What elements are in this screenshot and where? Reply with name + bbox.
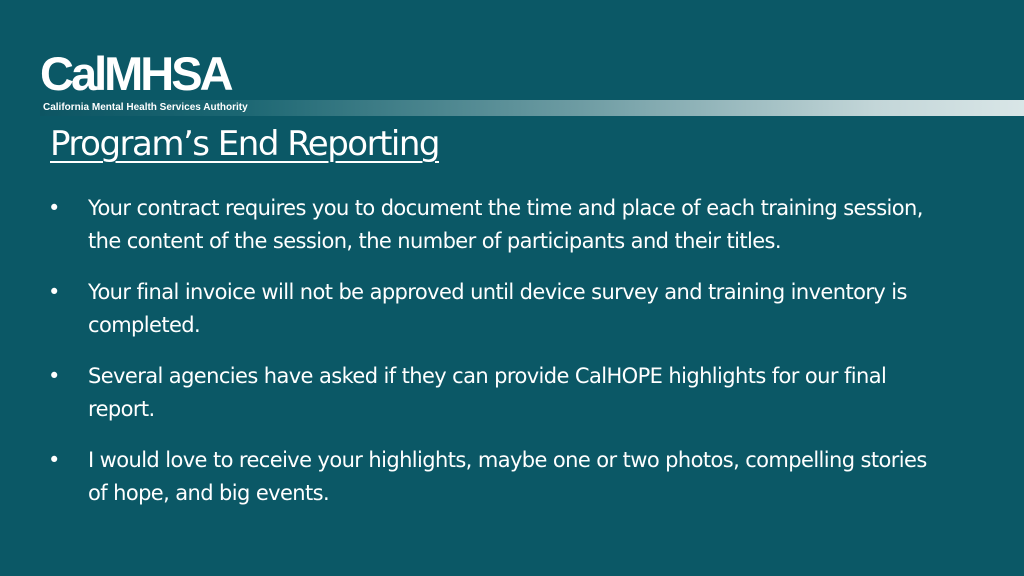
bullet-icon: • [48,196,60,220]
bullet-text: I would love to receive your highlights, maybe one or two photos, compelling stories of hope, and big events. [88,448,927,505]
bullet-item [48,192,928,258]
bullet-icon: • [48,364,60,388]
slide-title: Program’s End Reporting [50,124,439,164]
bullet-icon: • [48,280,60,304]
bullet-item [48,444,928,510]
bullet-text: Several agencies have asked if they can provide CalHOPE highlights for our final report. [88,364,887,421]
bullet-item [48,360,928,426]
logo-subtitle: California Mental Health Services Authority [43,102,248,113]
bullet-text: Your contract requires you to document the time and place of each training session, the content of the session, the number of participants and their titles. [88,196,923,253]
bullet-item [48,276,928,342]
logo-wordmark: CalMHSA [40,47,231,100]
bullet-icon: • [48,448,60,472]
calmhsa-logo [40,48,231,100]
bullet-text: Your final invoice will not be approved until device survey and training inventory is completed. [88,280,907,337]
bullet-list [48,192,928,528]
